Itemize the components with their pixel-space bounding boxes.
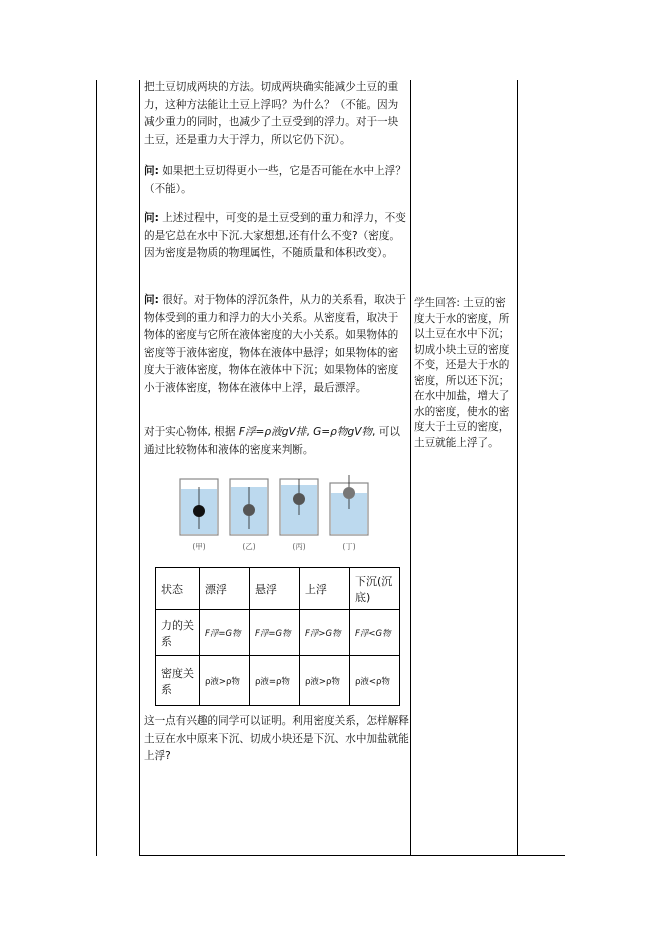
- force-floating: F浮=G物: [200, 610, 250, 656]
- header-sinking: 下沉(沉底): [350, 568, 400, 610]
- table-header-row: [156, 568, 400, 610]
- caption-a: (甲): [192, 542, 206, 551]
- paragraph-cut-potato: 把土豆切成两块的方法。切成两块确实能减少土豆的重力，这种方法能让土豆上浮吗？为什么？（不能。因为减少重力的同时，也减少了土豆受到的浮力。对于一块土豆，还是重力大于浮力，所以它仍下沉）。: [144, 81, 399, 146]
- gravity-formula: G=ρ物gV物: [313, 426, 373, 438]
- solid-object-conclusion: 可以通过比较物体和液体的密度来判断。: [144, 426, 400, 456]
- density-suspended: ρ液=ρ物: [250, 656, 300, 706]
- question-smaller-pieces: [144, 163, 408, 198]
- beaker-illustrations: [172, 475, 382, 541]
- caption-d: (丁): [342, 542, 356, 551]
- column-border-1: [139, 80, 140, 856]
- header-floating: 漂浮: [200, 568, 250, 610]
- density-rising: ρ液>ρ物: [300, 656, 350, 706]
- paragraph-explain-potato: 这一点有兴趣的同学可以证明。利用密度关系，怎样解释土豆在水中原来下沉、切成小块还是下沉、水中加盐就能上浮?: [144, 715, 409, 762]
- row-label-density: 密度关系: [156, 656, 200, 706]
- question-label: 问:: [144, 165, 159, 177]
- header-rising: 上浮: [300, 568, 350, 610]
- beaker-a: [180, 479, 218, 535]
- column-border-3: [517, 80, 518, 856]
- beaker-b: [230, 479, 268, 535]
- header-suspended: 悬浮: [250, 568, 300, 610]
- force-sinking: F浮<G物: [350, 610, 400, 656]
- question-label: 问:: [144, 212, 159, 224]
- question-text: 上述过程中，可变的是土豆受到的重力和浮力，不变的是它总在水中下沉.大家想想,还有什么不变?（密度。因为密度是物质的物理属性，不随质量和体积改变）。: [144, 212, 406, 259]
- float-sink-table: [155, 567, 400, 706]
- header-state: 状态: [156, 568, 200, 610]
- beaker-c: [280, 479, 318, 535]
- paragraph-solid-object: 对于实心物体, 根据 F浮=ρ液gV排, G=ρ物gV物, 可以通过比较物体和液体的密度来判断。: [144, 426, 400, 456]
- caption-c: (丙): [292, 542, 306, 551]
- question-what-unchanged: [144, 210, 408, 263]
- student-answer: 学生回答: 土豆的密度大于水的密度，所以土豆在水中下沉；切成小块土豆的密度不变，还是大于水的密度，所以还下沉；在水中加盐，增大了水的密度，使水的密度大于土豆的密度，土豆就能上浮了。: [414, 297, 510, 449]
- row-label-force: 力的关系: [156, 610, 200, 656]
- question-label: 问:: [144, 294, 159, 306]
- question-text: 很好。对于物体的浮沉条件，从力的关系看，取决于物体受到的重力和浮力的大小关系。从密度看，取决于物体的密度与它所在液体密度的大小关系。如果物体的密度等于液体密度，物体在液体中悬浮；如果物体的密度大于液体密度，物体在液体中下沉；如果物体的密度小于液体密度，物体在液体中上浮，最后漂浮。: [144, 294, 406, 394]
- density-sinking: ρ液<ρ物: [350, 656, 400, 706]
- left-margin-rule: [96, 80, 97, 856]
- force-suspended: F浮=G物: [250, 610, 300, 656]
- beaker-figure: [172, 475, 382, 555]
- column-border-2: [410, 80, 411, 856]
- buoyancy-formula: F浮=ρ液gV排: [238, 426, 307, 438]
- question-text: 如果把土豆切得更小一些，它是否可能在水中上浮？（不能）。: [144, 165, 406, 195]
- force-rising: F浮>G物: [300, 610, 350, 656]
- caption-b: (乙): [242, 542, 256, 551]
- table-row-density: [156, 656, 400, 706]
- density-floating: ρ液>ρ物: [200, 656, 250, 706]
- question-float-sink-conditions: [144, 292, 408, 397]
- table-row-force: [156, 610, 400, 656]
- beaker-d: [330, 475, 368, 535]
- solid-object-intro: 对于实心物体, 根据: [144, 426, 236, 438]
- table-bottom-border: [139, 855, 565, 856]
